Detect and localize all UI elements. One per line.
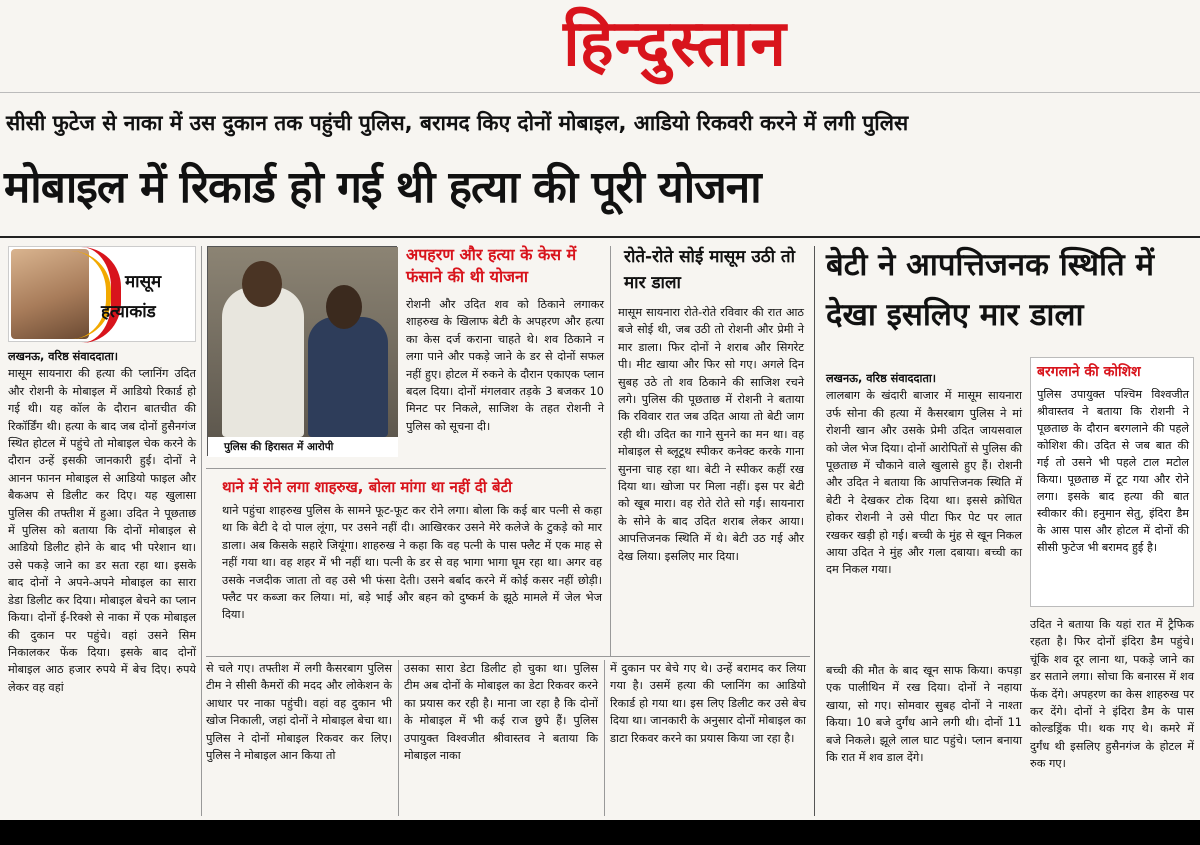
body-shahrukh: थाने पहुंचा शाहरुख पुलिस के सामने फूट-फूट कर रोने लगा। बोला कि कई बार पत्नी से कहा था कि बेटी दे दो पाल लूंगा, पर उसने नहीं दी। आखिरकर उसने मेरे कलेजे के टुकड़े को मार डाला। अब किसके सहारे जियूंगा। शाहरुख ने कहा कि वह पत्नी के पास फ्लैट में एक माह से नहीं गया था। वह शहर में भी नहीं था। पत्नी के डर से वह भागा भागा घूम रहा था। अगर वह उसके नजदीक जाता तो वह उसे भी फंसा देती। उसने बर्बाद करने में कोई कसर नहीं छोड़ी। फ्लैट पर कब्जा कर लिया। मां, बड़े भाई और बहन को दुष्कर्म के झूठे मामले में जेल भेज दिया। <box>222 504 602 622</box>
tag-swoosh-red <box>81 247 121 343</box>
bottom-column-2 <box>404 660 598 816</box>
person-1-figure <box>222 287 304 437</box>
body-col2: रोशनी और उदित शव को ठिकाने लगाकर शाहरुख के खिलाफ बेटी के अपहरण और हत्या का केस दर्ज कराना चाहते थे। शव ठिकाने न लगा पाने और पकड़े जाने के डर से दोनों सफल नहीं हुए। होटल में रुकने के दौरान एकाएक प्लान बदल दिया। दोनों मंगलवार तड़के 3 बजकर 10 मिनट पर निकले, साजिश के तहत रोशनी ने पुलिस को सूचना दी। <box>406 298 604 433</box>
accused-photo <box>207 246 397 456</box>
body-col3: मासूम सायनारा रोते-रोते रविवार की रात आठ बजे सोई थी, जब उठी तो रोशनी और प्रेमी ने मार डाला। फिर दोनों ने शराब और सिगरेट पी। मीट खाया और फिर सो गए। अगले दिन सुबह उठे तो शव ठिकाने की साजिश रचने लगे। पुलिस की पूछताछ में रोशनी ने बताया कि रविवार रात जब उदित आया तो बेटी जाग रही थी। उदित का गाने सुनने का मन था। वह मोबाइल से ब्लूटूथ स्पीकर कनेक्ट करके गाना सुनना चाह रहा था। बेटी ने स्पीकर कहीं रख दिया था। खोजा पर मिला नहीं। इस पर बेटी को खूब मारा। वह रोते रोते सो गई। सायनारा के सोने के बाद उदित शराब लेकर आया। आपत्तिजनक स्थिति में थे। बेटी उठ गई और देख लिया। इसलिए मार दिया। <box>618 306 804 563</box>
divider-bottom-1 <box>398 660 399 816</box>
dateline-right: लखनऊ, वरिष्ठ संवाददाता। <box>826 372 937 385</box>
column-1-continued <box>8 660 196 816</box>
rule-bottom-band <box>206 656 810 657</box>
divider-right-story <box>814 246 815 816</box>
person-1-head <box>242 261 282 307</box>
person-2-head <box>326 285 362 329</box>
headline-rule <box>0 236 1200 238</box>
bottom-column-3 <box>610 660 806 816</box>
body-right-2: बच्ची की मौत के बाद खून साफ किया। कपड़ा एक पालीथिन में रख दिया। दोनों ने नहाया खाया, सो गए। सोमवार सुबह दोनों ने नाश्ता किया। 10 बजे दुर्गंध आने लगी थी। दोनों 11 बजे निकले। झूले लाल घाट पहुंचे। प्लान बनाया कि रात में शव डाल देंगे। <box>826 664 1022 765</box>
right-column-1-lower <box>826 662 1022 816</box>
main-headline: मोबाइल में रिकार्ड हो गई थी हत्या की पूरी योजना <box>4 162 761 213</box>
divider-1 <box>201 246 202 816</box>
bottom-column-1 <box>206 660 392 816</box>
shahrukh-story <box>222 502 602 654</box>
column-1 <box>8 348 196 694</box>
tag-line-1: मासूम <box>125 272 162 292</box>
sidebox-misleading <box>1030 357 1194 607</box>
person-2-figure <box>308 317 388 437</box>
rule-shahrukh <box>206 468 606 469</box>
column-2 <box>406 296 604 462</box>
photo-caption: पुलिस की हिरासत में आरोपी <box>208 437 398 457</box>
subhead-sleeping-child: रोते-रोते सोई मासूम उठी तो मार डाला <box>624 247 795 293</box>
divider-2 <box>610 246 611 656</box>
body-right-1: लालबाग के खंदारी बाजार में मासूम सायनारा उर्फ सोना की हत्या में कैसरबाग पुलिस ने मां रोशनी खान और उसके प्रेमी उदित जायसवाल को जेल भेज दिया। दोनों आरोपितों से पुलिस की पूछताछ में चौकाने वाले खुलासे हुए हैं। रोशनी और उदित ने बताया कि आपत्तिजनक स्थिति में बेटी ने देखकर टोक दिया था। इससे क्रोधित होकर रोशनी ने उसे पीटा फिर पेट पर लात रखकर खड़ी हो गई। बच्ची के मुंह से खून निकल आया उदित ने मुंह और गला दबाया। बच्ची का दम निकल गया। <box>826 389 1022 577</box>
bottom-black-bar <box>0 820 1200 845</box>
sidebox-title: बरगलाने की कोशिश <box>1037 364 1141 380</box>
kicker-headline: सीसी फुटेज से नाका में उस दुकान तक पहुंची पुलिस, बरामद किए दोनों मोबाइल, आडियो रिकवरी करने में लगी पुलिस <box>6 111 909 135</box>
right-column-1 <box>826 370 1022 652</box>
dateline-col1: लखनऊ, वरिष्ठ संवाददाता। <box>8 350 119 363</box>
right-column-2 <box>1030 616 1194 816</box>
body-bottom-3: में दुकान पर बेचे गए थे। उन्हें बरामद कर लिया गया है। उसमें हत्या की प्लानिंग का आडियो रिकार्ड हो गया था। इस लिए डिलीट कर उसे बेच दिया था। जानकारी के अनुसार दोनों मोबाइल का डाटा रिकवर करने का प्रयास किया जा रहा है। <box>610 662 806 745</box>
series-tag <box>8 246 196 342</box>
masthead-rule <box>0 92 1200 93</box>
body-col1: मासूम सायनारा की हत्या की प्लानिंग उदित और रोशनी के मोबाइल में आडियो रिकार्ड हो गई थी। यह कॉल के दौरान बातचीत की रिकॉर्डिंग थी। हत्या के बाद जब दोनों हुसैनगंज स्थित होटल में पहुंचे तो मोबाइल चेक करने के दौरान उन्हें इसकी जानकारी हुई। दोनों ने आनन फानन मोबाइल से आडियो फाइल और बैकअप से डिलीट कर दिए। यह खुलासा पुलिस की तफ्तीश में हुआ। उदित ने पूछताछ में पुलिस को बताया कि दोनों मोबाइल से आडियो डिलीट होने के बाद भी परेशान था। उसे पकड़े जाने का डर सता रहा था। इसके बाद दोनों ने अपने-अपने मोबाइल का सारा डेडा डिलीट कर दिया। मोबाइल बेचने का प्लान किया। दोनों ई-रिक्शे से नाका में एक मोबाइल की दुकान पर पहुंचे। वहां उसने सिम निकालकर फेंक दिया। इसके बाद दोनों मोबाइल आठ हजार रुपये में बेच दिए। रुपये लेकर वह वहां <box>8 367 196 694</box>
body-bottom-1: से चले गए। तफ्तीश में लगी कैसरबाग पुलिस टीम ने सीसी कैमरों की मदद और लोकेशन के आधार पर नाका पहुंची। वहां वह दुकान भी खोज निकाली, जहां दोनों ने मोबाइल बेचा था। पुलिस ने दोनों मोबाइल रिकवर कर लिए। पुलिस ने मोबाइल आन किया तो <box>206 662 392 763</box>
column-3 <box>618 304 804 656</box>
tag-line-2: हत्याकांड <box>101 302 156 322</box>
divider-bottom-2 <box>604 660 605 816</box>
subhead-kidnap-plan: अपहरण और हत्या के केस में फंसाने की थी योजना <box>406 245 577 286</box>
sidebox-body: पुलिस उपायुक्त पश्चिम विश्वजीत श्रीवास्तव ने बताया कि रोशनी ने पूछताछ के दौरान बरगलाने की पहले कोशिश की। उदित से जब बात की गई तो उसने भी पहले टाल मटोल किया। पूछताछ में टूट गया और रोने लगा। इसके बाद हत्या की बात स्वीकार की। हनुमान सेतु, इंदिरा डैम के आस पास और होटल में दोनों की सीसी फुटेज भी बरामद हुई है। <box>1037 388 1189 554</box>
body-bottom-2: उसका सारा डेटा डिलीट हो चुका था। पुलिस टीम अब दोनों के मोबाइल का डेटा रिकवर करने का प्रयास कर रही है। माना जा रहा है कि दोनों के मोबाइल में भी कई राज छुपे हैं। पुलिस उपायुक्त विश्वजीत श्रीवास्तव ने बताया कि मोबाइल नाका <box>404 662 598 763</box>
masthead-logo: हिन्दुस्तान <box>563 6 787 81</box>
subhead-shahrukh: थाने में रोने लगा शाहरुख, बोला मांगा था नहीं दी बेटी <box>222 478 513 496</box>
right-story-headline: बेटी ने आपत्तिजनक स्थिति में देखा इसलिए मार डाला <box>826 247 1154 333</box>
body-right-3: उदित ने बताया कि यहां रात में ट्रैफिक रहता है। फिर दोनों इंदिरा डैम पहुंचे। चूंकि शव दूर लाना था, पकड़े जाने का डर सताने लगा। सोचा कि बनारस में शव फेंक देंगे। अपहरण का केस शाहरुख पर कर देंगे। दोनों ने इंदिरा डैम के पास कोल्डड्रिंक पी। थक गए थे। कमरे में दुर्गंध थी इसलिए हुसैनगंज के होटल में रुक गए। <box>1030 618 1194 771</box>
